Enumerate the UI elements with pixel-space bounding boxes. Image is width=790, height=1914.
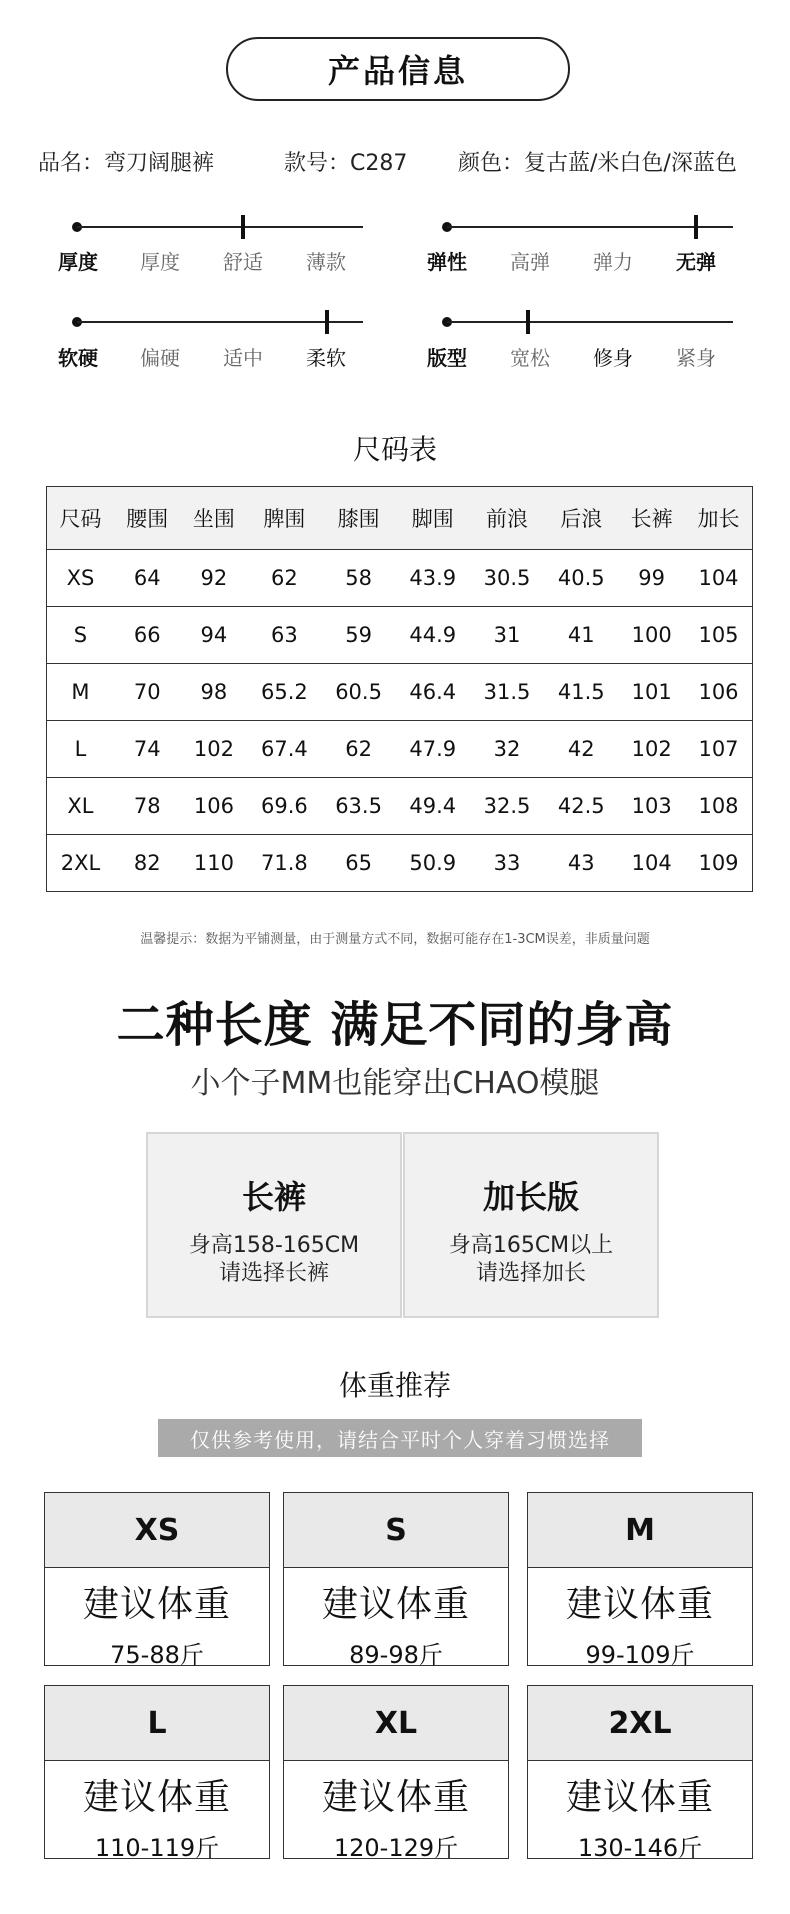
measurement-cell: 78 — [114, 778, 181, 835]
table-header-row — [47, 487, 753, 550]
size-table-title: 尺码表 — [352, 433, 437, 466]
size-cell: M — [47, 664, 114, 721]
length-card-advice: 请选择加长 — [475, 1261, 586, 1286]
attribute-option: 修身 — [593, 346, 633, 370]
weight-card-size: L — [45, 1686, 269, 1761]
measurement-cell: 107 — [685, 721, 753, 778]
measurement-cell: 100 — [618, 607, 685, 664]
attribute-option: 适中 — [223, 346, 263, 370]
column-header: 尺码 — [47, 487, 114, 550]
measurement-cell: 99 — [618, 550, 685, 607]
measurement-cell: 62 — [321, 721, 395, 778]
measurement-cell: 103 — [618, 778, 685, 835]
measurement-cell: 43.9 — [396, 550, 470, 607]
attribute-option: 厚度 — [140, 250, 180, 274]
slider-marker — [241, 215, 245, 239]
measurement-cell: 65 — [321, 835, 395, 892]
slider-track — [77, 226, 363, 228]
measurement-cell: 69.6 — [247, 778, 321, 835]
measurement-cell: 65.2 — [247, 664, 321, 721]
product-name: 品名：弯刀阔腿裤 — [38, 151, 215, 176]
weight-card-range: 120-129斤 — [333, 1834, 459, 1862]
weight-card-xs — [44, 1492, 270, 1669]
column-header: 脚围 — [396, 487, 470, 550]
size-cell: XL — [47, 778, 114, 835]
size-cell: 2XL — [47, 835, 114, 892]
weight-banner: 仅供参考使用，请结合平时个人穿着习惯选择 — [158, 1419, 642, 1457]
measurement-cell: 50.9 — [396, 835, 470, 892]
measurement-cell: 58 — [321, 550, 395, 607]
measurement-tip: 温馨提示：数据为平铺测量，由于测量方式不同，数据可能存在1-3CM误差，非质量问题 — [140, 932, 650, 947]
measurement-cell: 41.5 — [544, 664, 618, 721]
measurement-cell: 49.4 — [396, 778, 470, 835]
weight-card-range: 89-98斤 — [349, 1641, 443, 1669]
attribute-option-selected: 柔软 — [306, 346, 346, 370]
measurement-cell: 70 — [114, 664, 181, 721]
measurement-cell: 101 — [618, 664, 685, 721]
measurement-cell: 42.5 — [544, 778, 618, 835]
length-card-title: 长裤 — [241, 1178, 306, 1216]
measurement-cell: 66 — [114, 607, 181, 664]
slider-marker — [325, 310, 329, 334]
weight-card-label: 建议体重 — [82, 1777, 231, 1818]
column-header: 加长 — [685, 487, 753, 550]
weight-card-2xl — [527, 1685, 753, 1862]
attribute-name: 版型 — [427, 346, 467, 370]
measurement-cell: 106 — [181, 778, 248, 835]
weight-card-s — [283, 1492, 509, 1669]
weight-card-label: 建议体重 — [82, 1584, 231, 1625]
slider-track — [447, 321, 733, 323]
table-row — [47, 607, 753, 664]
size-table — [46, 486, 753, 892]
length-card-title: 加长版 — [482, 1178, 579, 1216]
attribute-option: 高弹 — [510, 250, 550, 274]
measurement-cell: 94 — [181, 607, 248, 664]
slider-track — [77, 321, 363, 323]
measurement-cell: 30.5 — [470, 550, 544, 607]
weight-card-size: 2XL — [528, 1686, 752, 1761]
weight-card-m — [527, 1492, 753, 1669]
weight-card-label: 建议体重 — [565, 1584, 714, 1625]
measurement-cell: 106 — [685, 664, 753, 721]
weight-card-range: 99-109斤 — [585, 1641, 695, 1669]
weight-card-xl — [283, 1685, 509, 1862]
length-card-height: 身高165CM以上 — [448, 1233, 614, 1258]
measurement-cell: 42 — [544, 721, 618, 778]
attribute-option-selected: 无弹 — [676, 250, 716, 274]
measurement-cell: 110 — [181, 835, 248, 892]
measurement-cell: 102 — [618, 721, 685, 778]
measurement-cell: 71.8 — [247, 835, 321, 892]
weight-card-range: 110-119斤 — [94, 1834, 220, 1862]
measurement-cell: 63.5 — [321, 778, 395, 835]
measurement-cell: 31 — [470, 607, 544, 664]
measurement-cell: 102 — [181, 721, 248, 778]
weight-card-label: 建议体重 — [565, 1777, 714, 1818]
column-header: 前浪 — [470, 487, 544, 550]
table-row — [47, 778, 753, 835]
measurement-cell: 59 — [321, 607, 395, 664]
measurement-cell: 41 — [544, 607, 618, 664]
column-header: 腰围 — [114, 487, 181, 550]
measurement-cell: 62 — [247, 550, 321, 607]
length-subline: 小个子MM也能穿出CHAO模腿 — [190, 1066, 600, 1101]
measurement-cell: 40.5 — [544, 550, 618, 607]
column-header: 长裤 — [618, 487, 685, 550]
attribute-option: 弹力 — [593, 250, 633, 274]
measurement-cell: 74 — [114, 721, 181, 778]
column-header: 膝围 — [321, 487, 395, 550]
attribute-option: 紧身 — [676, 346, 716, 370]
measurement-cell: 109 — [685, 835, 753, 892]
size-cell: L — [47, 721, 114, 778]
measurement-cell: 31.5 — [470, 664, 544, 721]
length-headline: 二种长度 满足不同的身高 — [116, 997, 674, 1053]
slider-track — [447, 226, 733, 228]
length-card-long — [403, 1132, 659, 1318]
measurement-cell: 32.5 — [470, 778, 544, 835]
weight-card-label: 建议体重 — [321, 1584, 470, 1625]
attribute-option: 薄款 — [306, 250, 346, 274]
measurement-cell: 44.9 — [396, 607, 470, 664]
measurement-cell: 104 — [618, 835, 685, 892]
weight-card-size: S — [284, 1493, 508, 1568]
measurement-cell: 67.4 — [247, 721, 321, 778]
slider-marker — [526, 310, 530, 334]
slider-marker — [694, 215, 698, 239]
size-cell: XS — [47, 550, 114, 607]
measurement-cell: 64 — [114, 550, 181, 607]
table-row — [47, 550, 753, 607]
measurement-cell: 60.5 — [321, 664, 395, 721]
length-card-regular — [146, 1132, 402, 1318]
measurement-cell: 32 — [470, 721, 544, 778]
attribute-option: 舒适 — [223, 250, 263, 274]
weight-card-size: M — [528, 1493, 752, 1568]
measurement-cell: 33 — [470, 835, 544, 892]
measurement-cell: 43 — [544, 835, 618, 892]
measurement-cell: 82 — [114, 835, 181, 892]
weight-card-size: XS — [45, 1493, 269, 1568]
color-options: 颜色：复古蓝/米白色/深蓝色 — [458, 151, 737, 176]
column-header: 后浪 — [544, 487, 618, 550]
column-header: 脾围 — [247, 487, 321, 550]
table-row — [47, 664, 753, 721]
attribute-option: 宽松 — [510, 346, 550, 370]
column-header: 坐围 — [181, 487, 248, 550]
measurement-cell: 98 — [181, 664, 248, 721]
attribute-name: 软硬 — [58, 346, 98, 370]
weight-card-range: 75-88斤 — [110, 1641, 204, 1669]
attribute-option: 偏硬 — [140, 346, 180, 370]
measurement-cell: 108 — [685, 778, 753, 835]
measurement-cell: 105 — [685, 607, 753, 664]
table-row — [47, 721, 753, 778]
weight-card-size: XL — [284, 1686, 508, 1761]
length-card-advice: 请选择长裤 — [218, 1261, 329, 1286]
attribute-name: 厚度 — [58, 250, 98, 274]
table-row — [47, 835, 753, 892]
measurement-cell: 92 — [181, 550, 248, 607]
section-title-product-info: 产品信息 — [226, 37, 570, 101]
measurement-cell: 46.4 — [396, 664, 470, 721]
size-cell: S — [47, 607, 114, 664]
measurement-cell: 47.9 — [396, 721, 470, 778]
weight-title: 体重推荐 — [338, 1369, 451, 1402]
weight-card-l — [44, 1685, 270, 1862]
length-card-height: 身高158-165CM — [188, 1233, 360, 1258]
weight-card-label: 建议体重 — [321, 1777, 470, 1818]
weight-card-range: 130-146斤 — [577, 1834, 703, 1862]
style-number: 款号：C287 — [284, 151, 408, 176]
measurement-cell: 63 — [247, 607, 321, 664]
attribute-name: 弹性 — [427, 250, 467, 274]
measurement-cell: 104 — [685, 550, 753, 607]
